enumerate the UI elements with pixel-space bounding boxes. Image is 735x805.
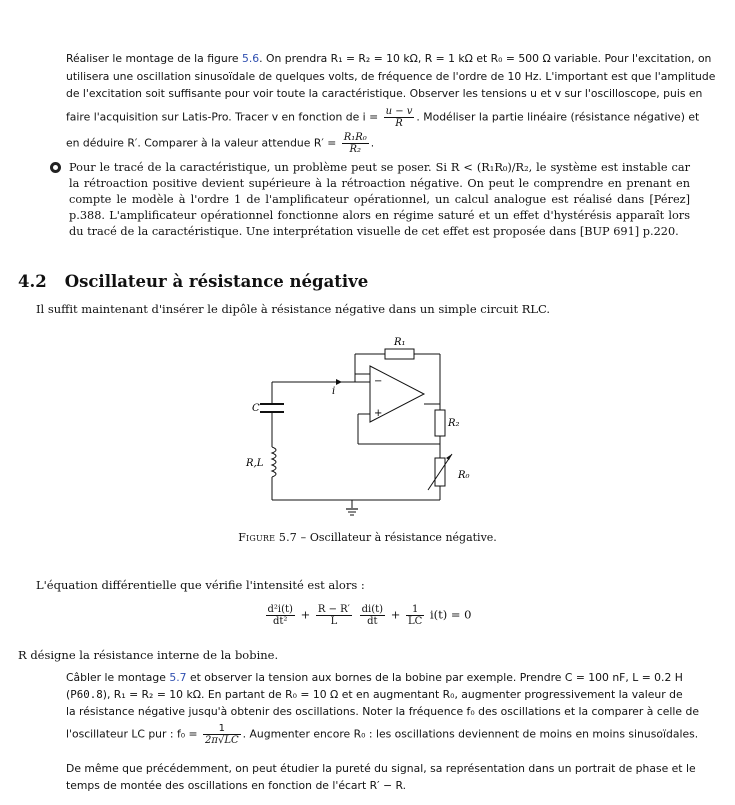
figure-ref-link-5-7[interactable]: 5.7 [169,671,187,684]
para1-line3: de l'excitation soit suffisante pour voir toute la caractéristique. Observer les tensions u et v sur l'oscilloscope, puis en [66,87,703,100]
para1-line1: Réaliser le montage de la figure 5.6. On prendra R₁ = R₂ = 10 kΩ, R = 1 kΩ et R₀ = 500 Ω variable. Pour l'excitation, on [66,52,712,65]
para1-line2: utilisera une oscillation sinusoïdale de quelques volts, de fréquence de l'ordre de 10 Hz. L'important est que l'amplitude [66,69,716,83]
fraction-lc-frequency: $\frac{1}{2\pi√LC}$ [205,723,239,746]
label-rl: R,L [246,458,264,469]
label-minus: − [374,376,383,387]
label-plus: + [374,408,383,419]
para2-line3: la résistance négative jusqu'à obtenir des oscillations. Noter la fréquence f₀ des oscillations et la comparer à celle de [66,705,699,718]
para3-line2: temps de montée des oscillations en fonction de l'écart R′ − R. [66,779,407,792]
resistor-r2 [435,410,445,436]
para3-line1: De même que précédemment, on peut étudier la pureté du signal, sa représentation dans un portrait de phase et le [66,762,696,775]
para2-line1: Câbler le montage 5.7 et observer la tension aux bornes de la bobine par exemple. Prendre C = 100 nF, L = 0.2 H [66,671,683,684]
differential-equation: $\frac{\text{d²i(t)}}{\text{dt²}}$ + $\frac{R - R'}{L}$ $\frac{di(t)}{dt}$ + $\frac{1}{LC}$ i(t) = 0 [267,604,472,627]
section-intro: Il suffit maintenant d'insérer le dipôle à résistance négative dans un simple circuit RLC. [36,302,551,316]
fraction-expected-r: $\frac{\text{R₁R₀}}{\text{R₂}}$ [343,131,367,155]
warning-note [50,160,690,240]
current-arrow-icon [336,379,342,385]
label-r0: R₀ [458,470,470,481]
paragraph-procedure [66,669,700,746]
label-i: i [332,386,336,397]
para2-line4: l'oscillateur LC pur : f₀ = $\frac{1}{2\pi√LC}$ . Augmenter encore R₀ : les oscillations deviennent de moins en moins sinusoïdales. [66,723,699,746]
section-heading [18,272,368,291]
section-title: Oscillateur à résistance négative [64,272,369,291]
paragraph-setup [66,50,716,155]
para2-line2: (P60.8), R₁ = R₂ = 10 kΩ. En partant de R₀ = 10 Ω et en augmentant R₀, augmenter progressivement la valeur de [66,688,683,701]
note-bullet-icon [50,162,61,173]
circuit-diagram [240,332,480,522]
inductor-coil [272,447,276,477]
note-text: Pour le tracé de la caractéristique, un problème peut se poser. Si R < (R₁R₀)/R₂, le système est instable car la rétroaction positive devient supérieure à la rétroaction négative. On peut le comprendre en prenant en compte le modèle à l'ordre 1 de l'amplificateur opérationnel, un calcul analogue est réalisé dans [Pérez] p.388. L'amplificateur opérationnel fonctionne alors en régime saturé et un effet d'hystérésis apparaît lors du tracé de la caractéristique. Une interprétation visuelle de cet effet est proposée dans [BUP 691] p.220. [69,161,690,238]
r-description: R désigne la résistance interne de la bobine. [18,648,279,662]
section-number: 4.2 [18,272,47,291]
equation-intro: L'équation différentielle que vérifie l'intensité est alors : [36,578,365,592]
figure-ref-link-5-6[interactable]: 5.6 [241,52,260,65]
equipment-code: P60.8 [70,688,103,701]
paragraph-followup [66,760,700,794]
label-c: C [252,403,260,414]
fraction-current: $\frac{u - v}{R}$ [385,105,413,129]
figure-caption: Figure 5.7 – Oscillateur à résistance négative. [238,531,497,544]
para1-line5: en déduire R′. Comparer à la valeur attendue R′ = $\frac{\text{R₁R₀}}{\text{R₂}}$ . [66,131,375,155]
para1-line4: faire l'acquisition sur Latis-Pro. Tracer v en fonction de i = $\frac{u - v}{R}$ . Modéliser la partie linéaire (résistance négative) et [66,105,700,129]
label-r2: R₂ [448,418,460,429]
label-r1: R₁ [394,337,406,348]
resistor-r1 [385,349,414,359]
